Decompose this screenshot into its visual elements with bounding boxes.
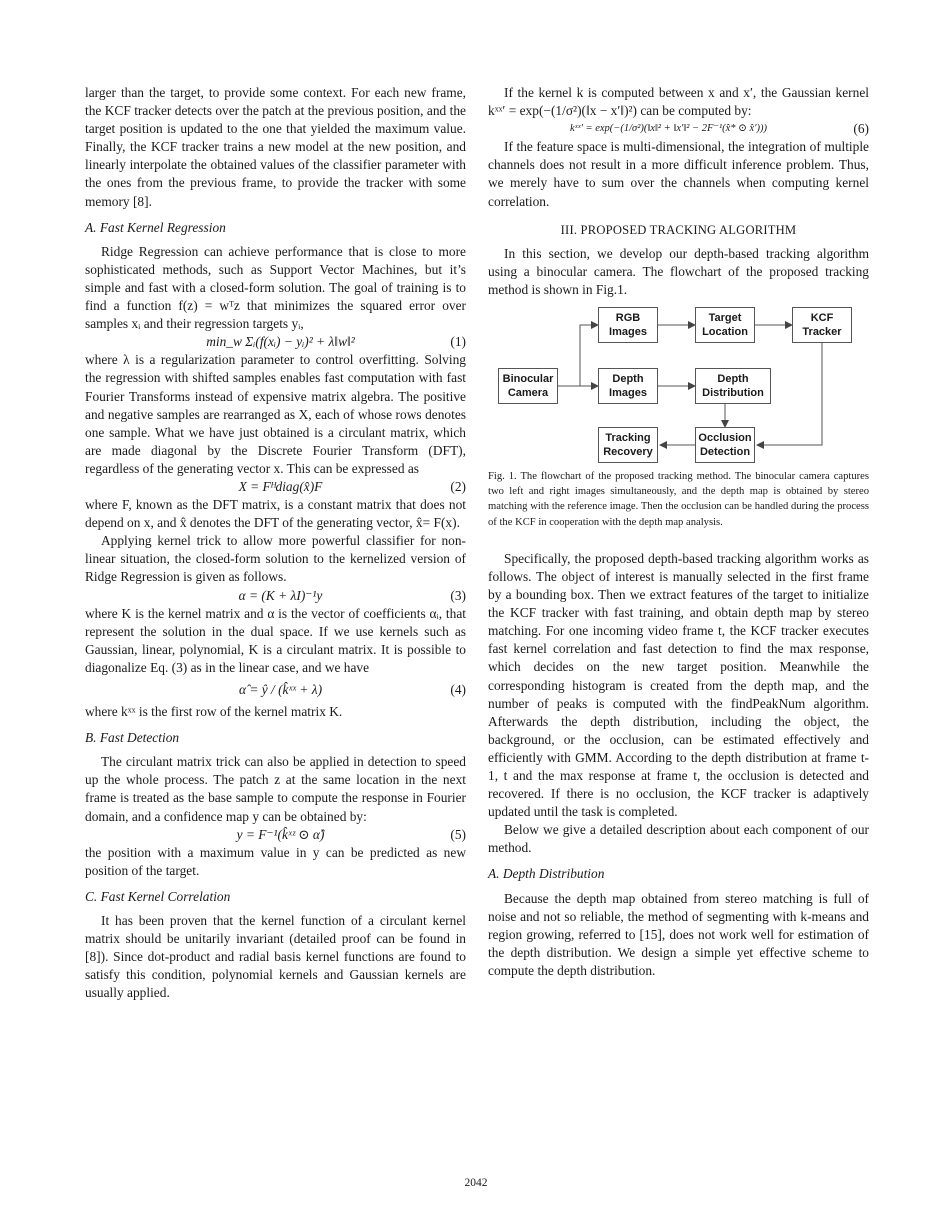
paragraph: Below we give a detailed description about each component of our method.	[488, 822, 869, 856]
flow-box-kcf-tracker: KCF Tracker	[792, 307, 852, 343]
subsection-heading: A. Depth Distribution	[488, 866, 605, 882]
flowchart	[488, 305, 869, 467]
paragraph: Because the depth map obtained from stereo matching is full of noise and not so reliable, the method of segmenting with k-means and region growing, referred to [15], does not work well for estimation of the depth distribution. We design a simple yet effective scheme to compute the depth distribution.	[488, 890, 869, 978]
equation-number: (5)	[450, 826, 466, 842]
figure-caption: Fig. 1. The flowchart of the proposed tracking method. The binocular camera captures two left and right images simultaneously, and the depth map is obtained by stereo matching with the reference image. Then the occlusion can be handled during the process of the KCF in cooperation with the depth map analysis.	[488, 471, 869, 528]
equation-formula: min_w Σᵢ(f(xᵢ) − yᵢ)² + λ‖w‖²	[206, 334, 355, 350]
section-heading: III. PROPOSED TRACKING ALGORITHM	[560, 222, 797, 237]
paragraph: If the feature space is multi-dimensional, the integration of multiple channels does not result in a more difficult inference problem. Thus, we merely have to sum over the channels when computing kernel correlation.	[488, 139, 869, 209]
subsection-heading: C. Fast Kernel Correlation	[85, 888, 231, 904]
flow-box-target-location: Target Location	[695, 307, 755, 343]
equation-3	[85, 587, 466, 605]
paragraph: the position with a maximum value in y can be predicted as new position of the target.	[85, 844, 466, 878]
equation-6	[488, 120, 869, 138]
equation-number: (1)	[450, 334, 466, 350]
equation-formula: X = Fᴴdiag(x̂)F	[238, 478, 323, 494]
paragraph: where K is the kernel matrix and α is the vector of coefficients αᵢ, that represent the solution in the dual space. If we use kernels such as Gaussian, linear, polynomial, K is a circulant matrix. It is possible to diagonalize Eq. (3) as in the linear case, and we have	[85, 605, 466, 675]
paragraph: Applying kernel trick to allow more powerful classifier for non-linear situation, the closed-form solution to the kernelized version of Ridge Regression is given as follows.	[85, 533, 466, 585]
equation-4	[85, 681, 466, 699]
flow-box-rgb-images: RGB Images	[598, 307, 658, 343]
paragraph: Ridge Regression can achieve performance that is close to more sophisticated methods, such as Support Vector Machines, but it’s simple and fast with a closed-form solution. The goal of training is to find a function f(z) = wᵀz that minimizes the squared error over samples xᵢ and their regression targets yᵢ,	[85, 243, 466, 332]
paragraph: where kˣˣ is the first row of the kernel matrix K.	[85, 704, 343, 720]
subsection-heading: B. Fast Detection	[85, 730, 180, 746]
paragraph: If the kernel k is computed between x and x′, the Gaussian kernel kˣˣ′ = exp(−(1/σ²)(‖x − x′‖)²) can be computed by:	[488, 85, 869, 119]
equation-formula: kˣˣ′ = exp(−(1/σ²)(‖x‖² + ‖x′‖² − 2F⁻¹(x̂* ⊙ x̂′)))	[570, 123, 767, 135]
paragraph: The circulant matrix trick can also be applied in detection to speed up the whole process. The patch z at the same location in the next frame is treated as the base sample to compute the response in Fourier domain, and a confidence map y can be obtained by:	[85, 754, 466, 824]
equation-1	[85, 333, 466, 351]
equation-5	[85, 826, 466, 844]
subsection-heading: A. Fast Kernel Regression	[85, 219, 226, 235]
paragraph: In this section, we develop our depth-based tracking algorithm using a binocular camera. The flowchart of the proposed tracking method is shown in Fig.1.	[488, 245, 869, 297]
paragraph: It has been proven that the kernel function of a circulant kernel matrix should be unitarily invariant (detailed proof can be found in [8]). Since dot-product and radial basis kernel functions are found to satisfy this condition, polynomial kernels and Gaussian kernels are usually applied.	[85, 913, 466, 1001]
equation-number: (2)	[450, 478, 466, 494]
equation-number: (4)	[450, 682, 466, 697]
equation-formula: α̂ = ŷ / (k̂ˣˣ + λ)	[238, 682, 323, 697]
flow-box-depth-distribution: Depth Distribution	[695, 368, 771, 404]
paragraph: Specifically, the proposed depth-based tracking algorithm works as follows. The object of interest is manually selected in the first frame by a bounding box. Then we extract features of the target to initialize the KCF tracker with fast training, and obtain depth map by stereo matching. For one incoming video frame t, the KCF tracker executes fast kernel correlation and fast detection to find the max response, which decides on the new target position. Meanwhile the corresponding histogram is created from the depth map, and the number of peaks is computed with the findPeakNum algorithm. Afterwards the depth distribution, including the object, the background, or the occlusion, can be estimated effectively and efficiently with GMM. According to the depth distribution at frame t-1, t and the max response at frame t, the occlusion is detected and recovered. If there is no occlusion, the KCF tracker is adaptively updated until the task is completed.	[488, 550, 869, 820]
paragraph: where λ is a regularization parameter to control overfitting. Solving the regression with shifted samples enables fast computation with fast Fourier Transforms instead of expensive matrix algebra. The positive and negative samples are rearranged as X, each of whose rows denotes one sample. What we have just obtained is a circulant matrix, which are made diagonal by the Discrete Fourier Transform (DFT), regardless of the generating vector x. This can be expressed as	[85, 352, 466, 476]
equation-formula: α = (K + λI)⁻¹y	[238, 587, 323, 603]
flow-box-depth-images: Depth Images	[598, 368, 658, 404]
equation-formula: y = F⁻¹(k̂ˣᶻ ⊙ α̂)	[236, 826, 325, 842]
equation-2	[85, 478, 466, 496]
flow-box-occlusion-detection: Occlusion Detection	[695, 427, 755, 463]
equation-number: (6)	[853, 121, 869, 137]
equation-number: (3)	[450, 587, 466, 603]
right-column	[488, 84, 869, 980]
paragraph: where F, known as the DFT matrix, is a constant matrix that does not depend on x, and x̂ denotes the DFT of the generating vector, x̂= F(x).	[85, 497, 466, 531]
flow-box-tracking-recovery: Tracking Recovery	[598, 427, 658, 463]
page-number: 2042	[464, 1177, 488, 1189]
flow-box-binocular-camera: Binocular Camera	[498, 368, 558, 404]
arrow-binocular-rgb	[580, 325, 598, 386]
left-column	[85, 84, 466, 1003]
paragraph: larger than the target, to provide some context. For each new frame, the KCF tracker detects over the patch at the previous position, and the target position is updated to the one that yielded the maximum value. Finally, the KCF tracker trains a new model at the new position, and linearly interpolate the obtained values of the classifier parameter with the ones from the previous frame, to provide the tracker with some memory [8].	[85, 85, 466, 209]
